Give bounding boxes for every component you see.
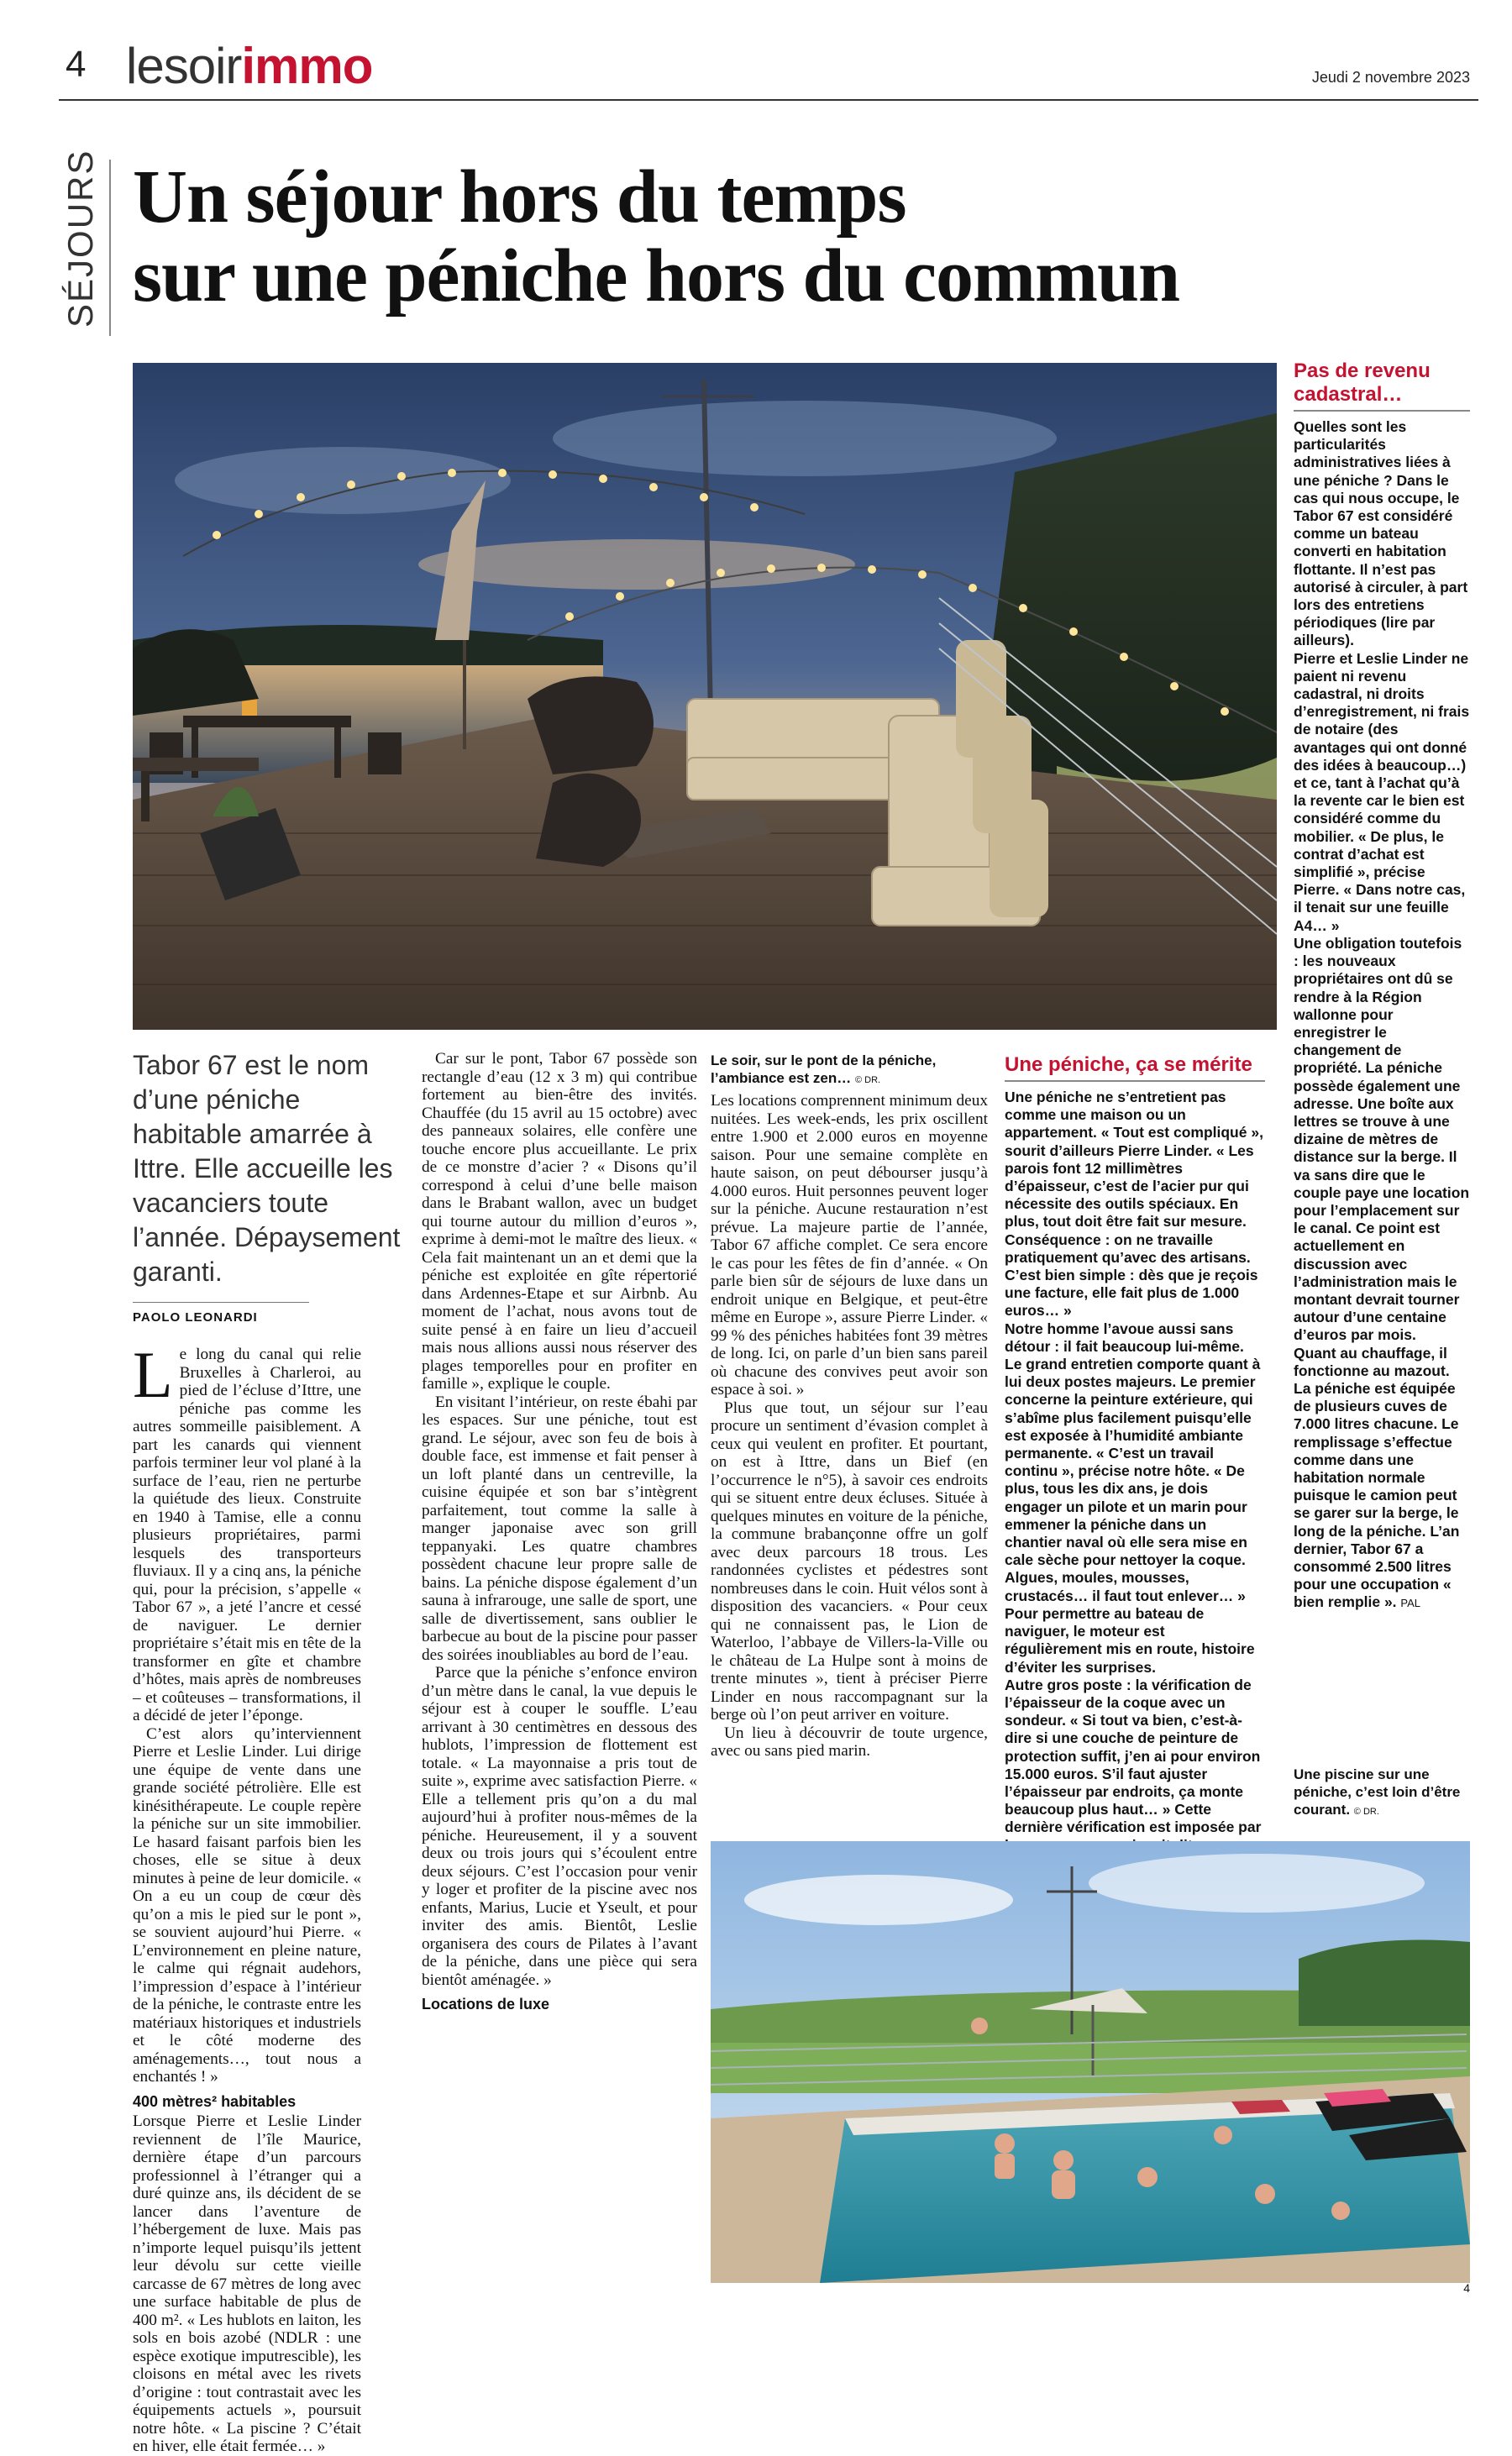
brand-immo: immo [241,38,373,94]
sidebar-divider [1294,410,1470,412]
sidebar-title-admin: Pas de revenu cadastral… [1294,359,1431,406]
sidebar-paragraph: Quelles sont les particularités administratives liées à une péniche ? Dans le cas qui nous occupe, le Tabor 67 est considéré comme un bateau converti en habitation flottante. Il n’est pas autorisé à circuler, à part lors des entretiens périodiques (lire par ailleurs). [1294,418,1468,649]
photo-caption-pool: Une piscine sur une péniche, c’est loin d’être courant. © DR. [1294,1766,1461,1818]
photo-deck-evening [133,363,1277,1030]
sidebar-title-maintenance: Une péniche, ça se mérite [1005,1053,1252,1076]
drop-cap: L [133,1338,173,1411]
header-divider [59,99,1478,101]
brand-lesoir: lesoir [126,38,242,94]
article-paragraph: Parce que la péniche s’enfonce environ d’un mètre dans le canal, la vue depuis le séjour est à couper le souffle. L’eau arrivant à 30 centimètres en dessous des hublots, l’impression de flottement est totale. « La mayonnaise a pris tout de suite », exprime avec satisfaction Pierre. « Elle a tellement pris qu’on a du mal aujourd’hui à profiter nous-mêmes de la péniche. Heureusement, il y a souvent deux ou trois jours qui s’écoulent entre deux séjours. C’est l’occasion pour venir y loger et profiter de la piscine avec nos enfants, Marius, Lucie et Yseult, et pour inviter des amis. Bientôt, Leslie organisera des cours de Pilates à l’avant de la péniche, dans une pièce qui sera bientôt aménagée. » [422,1664,697,1989]
article-column-3 [711,1092,988,1761]
rubric-label: SÉJOURS [60,149,100,328]
sidebar-paragraph: Autre gros poste : la vérification de l’épaisseur de la coque avec un sondeur. « Si tout va bien, c’est-à-dire si une couche de peinture de protection suffit, j’en ai pour environ 15.000 euros. S’il faut ajuster l’épaisseur par endroits, ça monte beaucoup plus haut… » Cette dernière vérification est imposée par [1005,1677,1265,1909]
photo-credit: © DR. [1353,1807,1379,1817]
author-divider [133,1302,309,1303]
sidebar-maintenance [1005,1053,1265,1908]
headline-line-1: Un séjour hors du temps [133,155,906,239]
article-column-2 [422,1050,697,2016]
sidebar-paragraph: Quant au chauffage, il fonctionne au mazout. La péniche est équipée de plusieurs cuves de 7.000 litres chacune. Le remplissage s’effectue comme dans une habitation normale puisque le camion peut se garer sur la berge, le long de la péniche. L’an dernier, Tabor 67 a consommé 2.500 litres pour une occupation « bien remplie ». PAL [1294,1344,1460,1611]
subheading-surface: 400 mètres² habitables [133,2092,297,2110]
sidebar-paragraph: Une péniche ne s’entretient pas comme une maison ou un appartement. « Tout est compliqué », sourit d’ailleurs Pierre Linder. « Les parois font 12 millimètres d’épaisseur, c’est de l’acier pur qui nécessite des outils spéciaux. En plus, tout doit être fait sur mesure. Conséquence : on ne travaille pratiquement qu’avec des artisans. C’est bien simple : dès que je reçois une facture, elle fait plus de 1.000 euros… » [1005,1089,1263,1320]
article-paragraph: Lorsque Pierre et Leslie Linder reviennent de l’île Maurice, dernière étape d’un parcours professionnel à l’étranger qui a duré quinze ans, ils décident de se lancer dans l’aventure de l’hébergement de luxe. Mais pas n’importe lequel puisqu’ils jettent leur dévolu sur cette vieille carcasse de 67 mètres de long avec une surface habitable de plus de 400 m². « Les hublots en laiton, les sols en bois azobé (NDLR : une espèce exotique imputrescible), les cloisons en métal avec les rivets d’origine : tout contrastait avec les équipements actuels », poursuit notre hôte. « La piscine ? C’était en hiver, elle était fermée… » [133,2112,361,2455]
photo-caption-deck: Le soir, sur le pont de la péniche, l’ambiance est zen… © DR. [711,1052,937,1086]
sidebar-admin [1294,359,1470,1613]
footer-page-number: 4 [1463,2281,1470,2295]
rubric-divider [109,160,111,336]
sidebar-paragraph: Une obligation toutefois : les nouveaux propriétaires ont dû se rendre à la Région wallonne pour enregistrer le changement de propriété. La péniche possède également une adresse. Une boîte aux lettres se trouve à une dizaine de mètres de distance sur la berge. Il va sans dire que le couple paye une location pour l’emplacement sur le canal. Ce point est actuellement en discussion avec l’administration mais le montant devrait tourner autour d’une centaine d’euros par mois. [1294,934,1470,1344]
article-paragraph: Un lieu à découvrir de toute urgence, avec ou sans pied marin. [711,1724,988,1760]
article-paragraph: C’est alors qu’interviennent Pierre et Leslie Linder. Lui dirige une équipe de vente dans une grande société pétrolière. Elle est kinésithérapeute. Le couple repère la péniche sur un site immobilier. Le hasard faisant parfois bien les choses, elle se situe à deux minutes à peine de leur domicile. « On a eu un coup de cœur dès qu’on a mis le pied sur le pont », se souvient aujourd’hui Pierre. « L’environnement en pleine nature, le calme qui régnait audehors, l’impression d’espace à l’intérieur de la péniche, le contraste entre les matériaux historiques et industriels et le côté moderne des aménagements…, tout nous a enchantés ! » [133,1724,361,2086]
article-paragraph: Le long du canal qui relie Bruxelles à Charleroi, au pied de l’écluse d’Ittre, une péniche pas comme les autres sommeille paisiblement. A part les canards qui viennent parfois terminer leur vol plané à la surface de l’eau, rien ne perturbe la quiétude des lieux. Construite en 1940 à Tamise, elle a connu plusieurs propriétaires, parmi lesquels des transporteurs fluviaux. Il y a cinq ans, la péniche qui, pour la précision, s’appelle « Tabor 67 », a jeté l’ancre et cessé de naviguer. Le dernier propriétaire s’était mis en tête de la transformer en gîte et chambre d’hôtes, mais après de nombreuses – et coûteuses – transformations, il a décidé de jeter l’éponge. [133,1338,361,1724]
article-paragraph: Car sur le pont, Tabor 67 possède son rectangle d’eau (12 x 3 m) qui contribue fortement au bien-être des invités. Chauffée (du 15 avril au 15 octobre) avec des panneaux solaires, elle confère une touche encore plus accueillante. Le prix de ce monstre d’acier ? « Disons qu’il correspond à celui d’une belle maison dans le Brabant wallon, avec un budget qui tourne autour du million d’euros », exprime à demi-mot le maître des lieux. « Cela fait maintenant un an et demi que la péniche est exploitée en gîte répertorié dans Ardennes-Etape et sur Airbnb. Au moment de l’achat, nous avons tout de suite pensé à en faire un lieu d’accueil mais nous allions aussi nous réserver des plages temporelles pour en profiter en famille », explique le couple. [422,1050,697,1393]
sidebar-paragraph: Pierre et Leslie Linder ne paient ni revenu cadastral, ni droits d’enregistrement, ni frais de notaire (des avantages qui ont donné des idées à beaucoup…) et ce, tant à l’achat qu’à la revente car le bien est considéré comme du mobilier. « De plus, le contrat d’achat est simplifié », précise Pierre. « Dans notre cas, il tenait sur une feuille A4… » [1294,649,1470,934]
article-lead: Tabor 67 est le nom d’une péniche habitable amarrée à Ittre. Elle accueille les vacanciers toute l’année. Dépaysement garanti. [133,1050,401,1287]
page-number: 4 [66,44,87,85]
article-paragraph: Les locations comprennent minimum deux nuitées. Les week-ends, les prix oscillent entre 1.900 et 2.000 euros en moyenne saison. Pour une semaine complète en haute saison, on peut débourser jusqu’à 4.000 euros. Huit personnes peuvent loger sur la péniche. Aucune restauration n’est prévue. La majeure partie de l’année, Tabor 67 affiche complet. Ce sera encore le cas pour les fêtes de fin d’année. « On parle bien sûr de séjours de luxe dans un endroit unique en Belgique, et peut-être même en Europe », assure Pierre Linder. « 99 % des péniches habitées font 39 mètres de long. Ici, on parle d’un bien sans pareil où chacune des convives peut avoir son espace à soi. » [711,1092,988,1399]
issue-date: Jeudi 2 novembre 2023 [1311,69,1470,86]
sidebar-paragraph: Notre homme l’avoue aussi sans détour : il fait beaucoup lui-même. Le grand entretien comporte quant à lui deux postes majeurs. Le premier concerne la peinture extérieure, qui s’abîme plus facilement puisqu’elle est exposée à l’humidité ambiante permanente. « C’est un travail continu », précise notre hôte. « De plus, tous les dix ans, je dois engager un pilote et un marin pour emmener la péniche dans un chantier naval où elle sera mise en cale sèche pour nettoyer la coque. Algues, moules, mousses, crustacés… il faut tout enlever… » Pour permettre au bateau de naviguer, le moteur est régulièrement mis en route, histoire d’éviter les surprises. [1005,1320,1261,1676]
brand-logo[interactable] [126,37,372,95]
subheading-locations: Locations de luxe [422,1996,550,2013]
photo-credit: © DR. [854,1075,881,1085]
headline-line-2: sur une péniche hors du commun [133,234,1180,317]
article-paragraph: Plus que tout, un séjour sur l’eau procure un sentiment d’évasion complet à ceux qui veulent en profiter. Et pourtant, on est à Ittre, dans un Bief (en l’occurrence le n°5), à savoir ces endroits qui se situent entre deux écluses. Située à quelques minutes en voiture de la péniche, la commune brabançonne offre un golf avec deux parcours 18 trous. Les randonnées cyclistes et pédestres sont nombreuses dans le coin. Huit vélos sont à disposition des vacanciers. « Pour ceux qui ne connaissent pas, le Lion de Waterloo, l’abbaye de Villers-la-Ville ou le château de La Hulpe sont à moins de trente minutes », tient à préciser Pierre Linder en nous raccompagnant sur la berge où l’on peut arriver en voiture. [711,1399,988,1724]
sidebar-signature: PAL [1400,1597,1421,1610]
sidebar-divider [1005,1080,1265,1082]
photo-pool [711,1841,1470,2283]
section-rubric [50,149,101,328]
article-paragraph: En visitant l’intérieur, on reste ébahi par les espaces. Sur une péniche, tout est grand. Le séjour, avec son feu de bois à double face, est immense et fait penser à un loft planté dans un centreville, la cuisine équipée et son bar s’intègrent parfaitement, tout comme la salle à manger japonaise avec son grill teppanyaki. Les quatre chambres possèdent chacune leur propre salle de bains. La péniche dispose également d’un sauna à infrarouge, une salle de sport, une salle de divertissement, sans oublier le barbecue au bout de la piscine pour passer des soirées inoubliables au bord de l’eau. [422,1393,697,1664]
author-byline: PAOLO LEONARDI [133,1310,258,1325]
article-column-1 [133,1338,361,2456]
headline [133,155,1443,317]
